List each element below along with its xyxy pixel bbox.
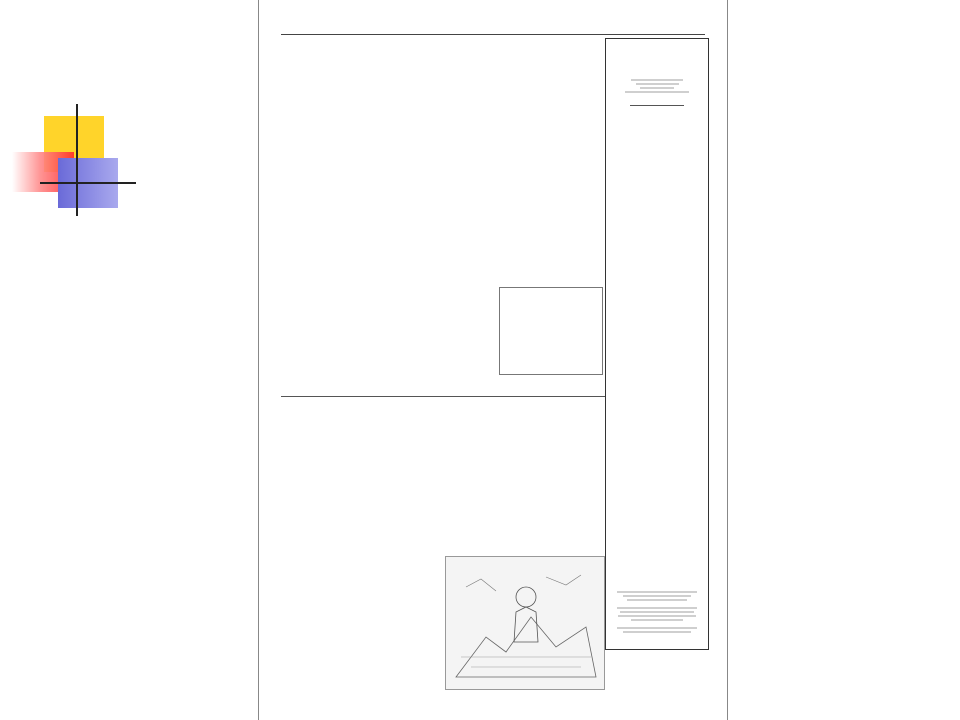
masthead-sidebar <box>605 38 709 650</box>
disclaimer-line <box>618 615 695 617</box>
contact-line <box>631 79 683 81</box>
masthead-contact-text <box>614 79 700 95</box>
survey-chart <box>499 278 603 396</box>
masthead-disclaimer <box>614 591 700 635</box>
decorative-vertical-line <box>76 104 78 216</box>
sketch-drawing <box>446 557 604 689</box>
disclaimer-line <box>617 591 696 593</box>
decorative-horizontal-line <box>40 182 136 184</box>
disclaimer-line <box>617 607 696 609</box>
newspaper-page <box>258 0 728 720</box>
chart-svg <box>500 288 602 374</box>
contact-line <box>636 83 679 85</box>
disclaimer-line <box>623 631 692 633</box>
page-header <box>281 20 705 35</box>
disclaimer-line <box>623 595 692 597</box>
disclaimer-line <box>631 619 683 621</box>
disclaimer-line <box>617 627 696 629</box>
disclaimer-line <box>627 599 687 601</box>
chart-plot-area <box>499 287 603 375</box>
article2-illustration <box>445 556 605 690</box>
contact-line <box>625 91 690 93</box>
disclaimer-line <box>620 611 693 613</box>
masthead-rule <box>630 105 684 106</box>
contact-line <box>640 87 674 89</box>
article-divider <box>281 396 605 397</box>
